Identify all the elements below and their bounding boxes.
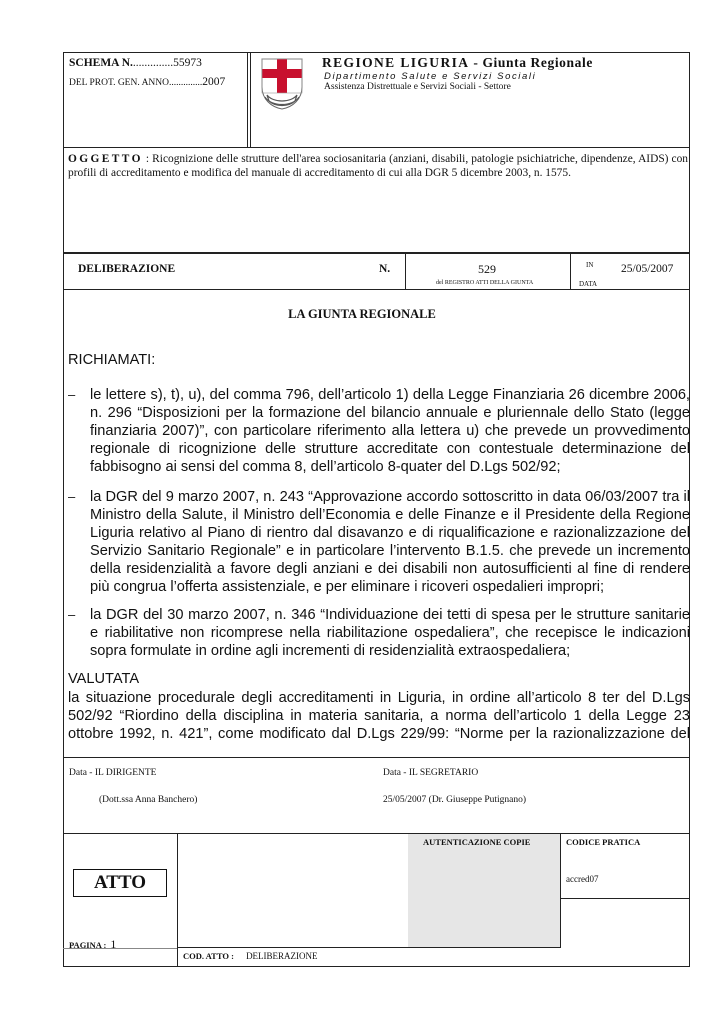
atto-label: ATTO xyxy=(93,872,147,893)
delibera-date: 25/05/2007 xyxy=(621,263,674,275)
delibera-number: 529 xyxy=(478,262,496,276)
bullet-dash: – xyxy=(68,489,76,504)
pagina-label: PAGINA : xyxy=(69,940,107,950)
autenticazione-cell xyxy=(408,834,560,947)
frame-bottom xyxy=(63,966,690,967)
schema-number: 55973 xyxy=(173,57,202,69)
bullet-text: le lettere s), t), u), del comma 796, dell’articolo 1) della Legge Finanziaria 26 dicembre 2006, n. 296 “Disposizioni per la formazione del bilancio annuale e pluriennale dello Stato (legge finanziaria 2007)”, con particolare riferimento alla lettera u) che prevede un provvedimento regionale di ricognizione delle strutture accreditate con contestuale determinazione del fabbisogno ai sensi del comma 8, dell’articolo 8-quater del D.Lgs 502/92; xyxy=(90,387,690,475)
prot-dots: .............. xyxy=(169,78,203,88)
schema-line xyxy=(69,57,202,69)
pagina xyxy=(69,935,116,953)
deliberazione-bottom-rule xyxy=(63,289,690,290)
header-divider-a xyxy=(247,52,248,147)
header-divider-b xyxy=(250,52,251,147)
autenticazione-label: AUTENTICAZIONE COPIE xyxy=(423,837,531,847)
cod-atto-value: DELIBERAZIONE xyxy=(246,951,318,961)
oggetto-block xyxy=(68,152,688,180)
oggetto-label: OGGETTO xyxy=(68,153,143,165)
body-bottom-rule xyxy=(63,757,690,758)
delib-divider-1 xyxy=(405,254,406,289)
segretario-label: Data - IL SEGRETARIO xyxy=(383,768,479,778)
registro-note: del REGISTRO ATTI DELLA GIUNTA xyxy=(436,280,534,286)
schema-label: SCHEMA N. xyxy=(69,57,133,69)
oggetto-text: : Ricognizione delle strutture dell'area sociosanitaria (anziani, disabili, patologie psichiatriche, dipendenze, AIDS) con profili di accreditamento e modifica del manuale di accreditamento di cui alla DGR 5 dicembre 2003, n. 1575. xyxy=(68,153,688,179)
prot-year: 2007 xyxy=(202,76,226,88)
n-label: N. xyxy=(379,263,391,275)
giunta-heading: LA GIUNTA REGIONALE xyxy=(288,307,436,321)
dirigente-label: Data - IL DIRIGENTE xyxy=(69,768,157,778)
atto-box xyxy=(73,869,167,897)
oggetto-bottom-rule xyxy=(63,252,690,254)
codice-pratica-label: CODICE PRATICA xyxy=(566,837,641,847)
dirigente-name: (Dott.ssa Anna Banchero) xyxy=(99,795,198,805)
deliberazione-label: DELIBERAZIONE xyxy=(78,263,176,275)
pagina-number: 1 xyxy=(110,937,117,951)
valutata-heading: VALUTATA xyxy=(68,671,140,687)
sector-name: Assistenza Distrettuale e Servizi Sociali - Settore xyxy=(324,82,511,92)
department-name: Dipartimento Salute e Servizi Sociali xyxy=(324,71,537,82)
signature-bottom-rule xyxy=(63,833,690,834)
frame-left xyxy=(63,52,64,967)
prot-label: DEL PROT. GEN. ANNO xyxy=(69,78,170,88)
bullet-text: la DGR del 30 marzo 2007, n. 346 “Individuazione dei tetti di spesa per le strutture sanitarie e riabilitative non ricomprese nella riabilitazione ospedaliera”, che recepisce le indicazioni sopra formulate in ordine agli incrementi di residenzialità extraospedaliera; xyxy=(90,607,690,659)
schema-dots: .............. xyxy=(132,57,174,69)
footer-divider-mid xyxy=(560,833,561,948)
richiamati-heading: RICHIAMATI: xyxy=(68,352,156,368)
in-label: IN xyxy=(586,261,594,269)
data-label: DATA xyxy=(579,280,598,288)
codice-pratica-value: accred07 xyxy=(566,874,599,884)
bullet-dash: – xyxy=(68,387,76,402)
segretario-name: 25/05/2007 (Dr. Giuseppe Putignano) xyxy=(383,795,527,805)
delib-divider-2 xyxy=(570,254,571,289)
cod-atto-label: COD. ATTO : xyxy=(183,951,234,961)
bullet-dash: – xyxy=(68,607,76,622)
header-bottom-rule xyxy=(63,147,690,148)
valutata-text: la situazione procedurale degli accreditamenti in Liguria, in ordine all’articolo 8 ter del D.Lgs 502/92 “Riordino della disciplina in materia sanitaria, a norma dell’articolo 1 della Legge 23 ottobre 1992, n. 421”, come modificato dal D.Lgs 229/99: “Norme per la razionalizzazione del xyxy=(68,690,690,742)
regione-liguria-logo-icon xyxy=(259,57,305,111)
frame-top xyxy=(63,52,690,53)
codice-inner-rule xyxy=(560,898,690,899)
region-title-sub: - Giunta Regionale xyxy=(469,55,593,70)
cod-atto-top-rule xyxy=(177,947,561,948)
bullet-text: la DGR del 9 marzo 2007, n. 243 “Approvazione accordo sottoscritto in data 06/03/2007 tra il Ministro della Salute, il Ministro dell’Economia e delle Finanze e il Presidente della Regione Liguria relativo al Piano di rientro dal disavanzo e di riqualificazione e razionalizzazione del Servizio Sanitario Regionale” e in particolare l’intervento B.1.5. che prevede un incremento della residenzialità a favore degli anziani e dei disabili non autosufficienti al fine di rendere più congrua l’offerta assistenziale, e per eliminare i ricoveri ospedalieri impropri; xyxy=(90,489,690,595)
region-title-main: REGIONE LIGURIA xyxy=(322,55,470,70)
cod-atto xyxy=(183,951,318,961)
prot-line xyxy=(69,76,225,88)
region-title xyxy=(322,55,593,71)
